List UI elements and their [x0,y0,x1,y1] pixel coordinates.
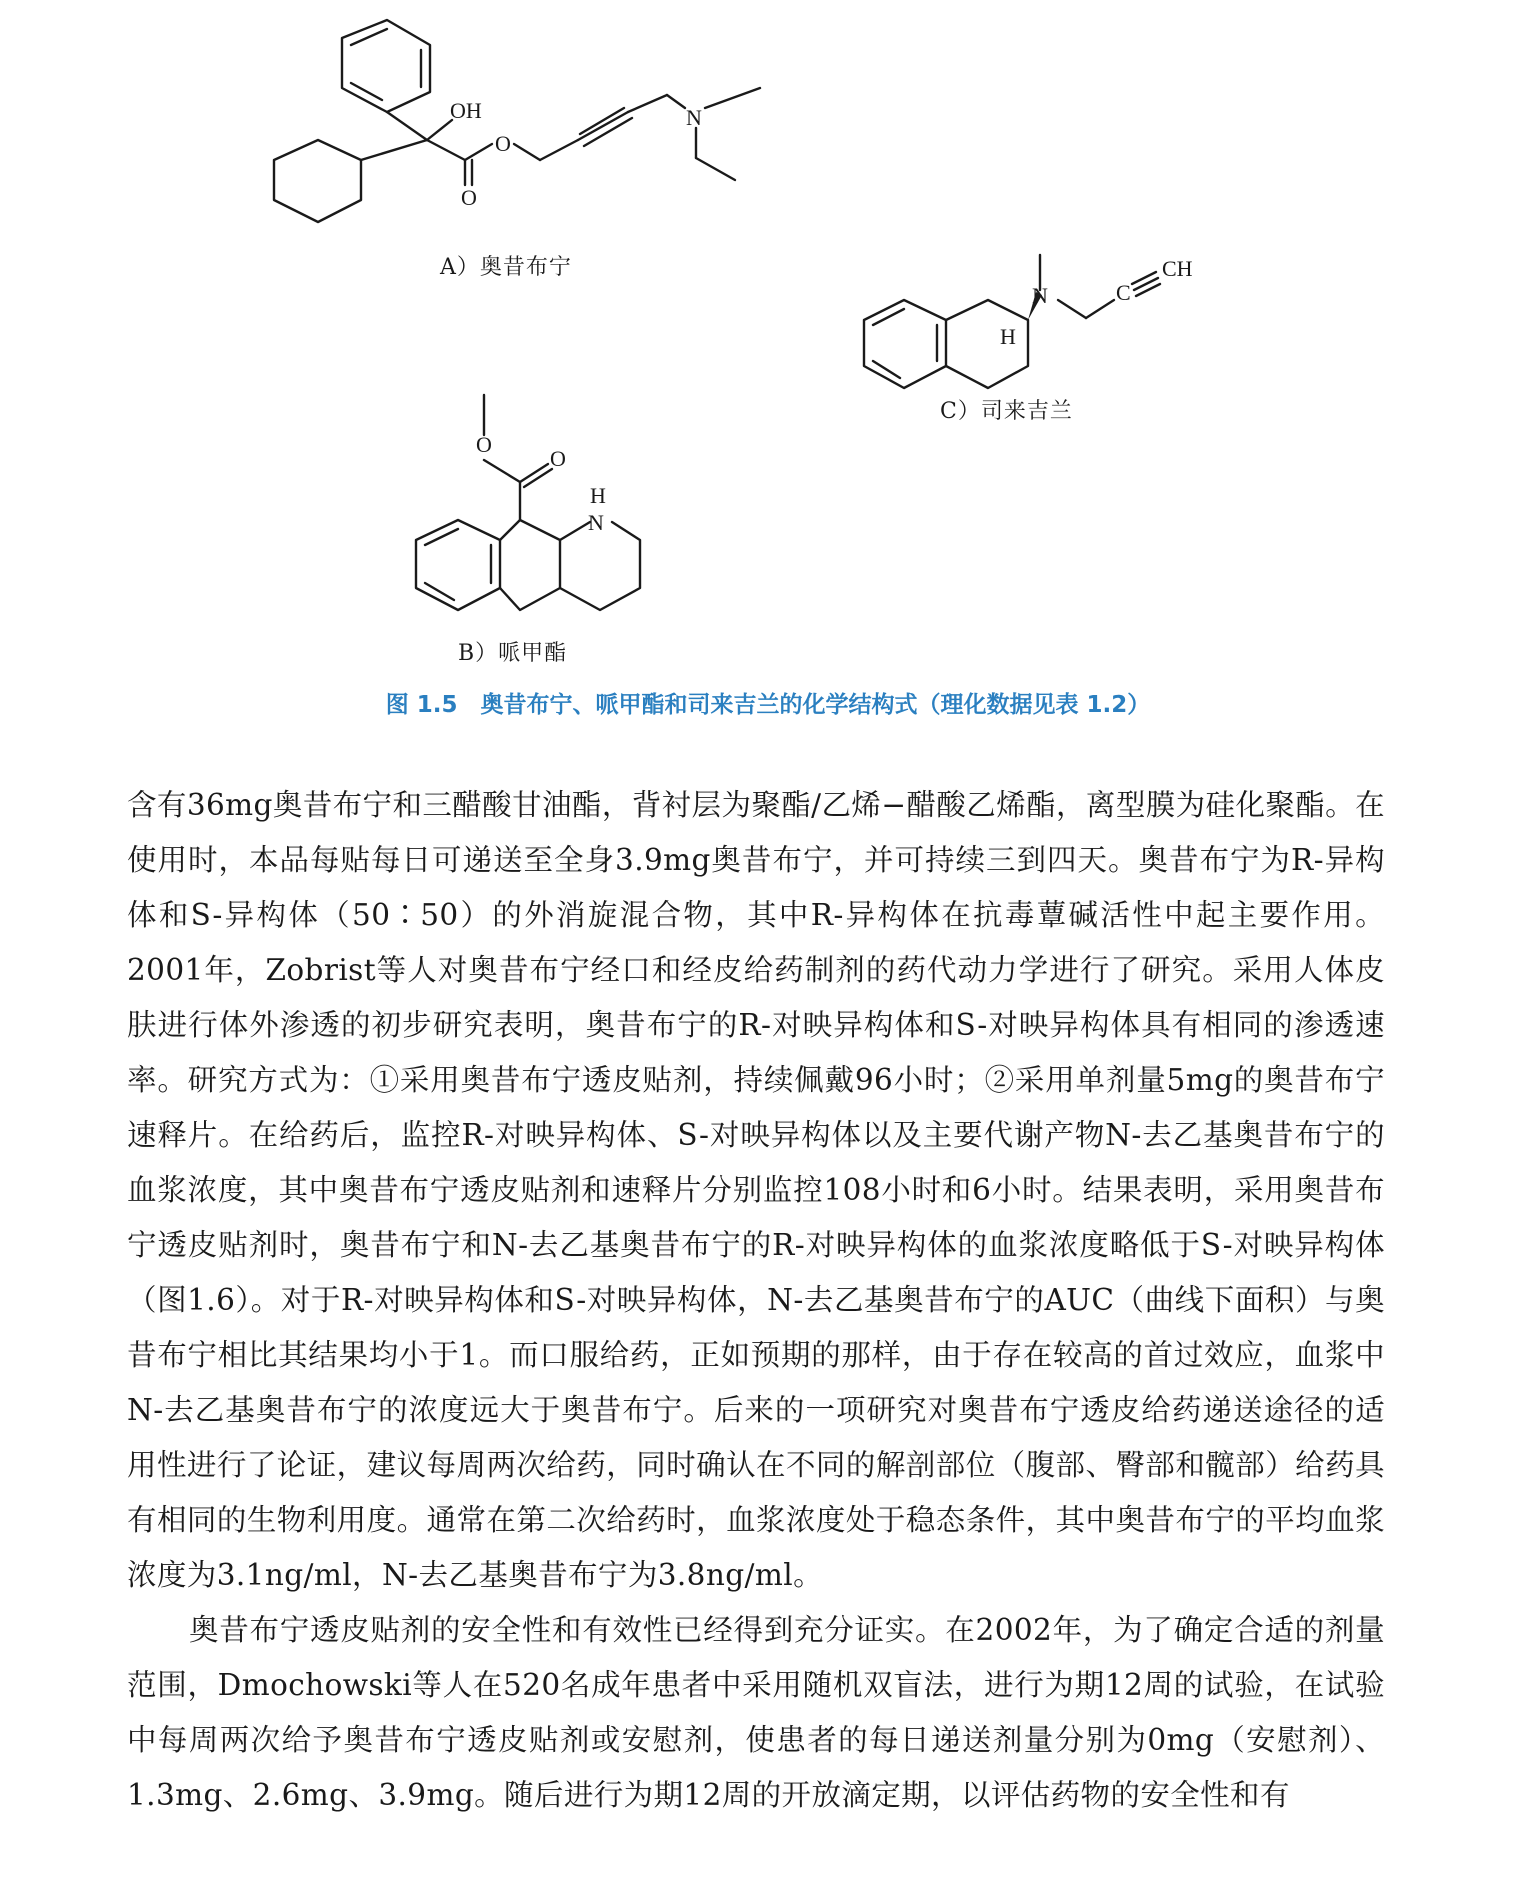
paragraph-1: 含有36mg奥昔布宁和三醋酸甘油酯，背衬层为聚酯/乙烯−醋酸乙烯酯，离型膜为硅化聚酯。在使用时，本品每贴每日可递送至全身3.9mg奥昔布宁，并可持续三到四天。奥昔布宁为R-异构体和S-异构体（50∶50）的外消旋混合物，其中R-异构体在抗毒蕈碱活性中起主要作用。2001年，Zobrist等人对奥昔布宁经口和经皮给药制剂的药代动力学进行了研究。采用人体皮肤进行体外渗透的初步研究表明，奥昔布宁的R-对映异构体和S-对映异构体具有相同的渗透速率。研究方式为：①采用奥昔布宁透皮贴剂，持续佩戴96小时；②采用单剂量5mg的奥昔布宁速释片。在给药后，监控R-对映异构体、S-对映异构体以及主要代谢产物N-去乙基奥昔布宁的血浆浓度，其中奥昔布宁透皮贴剂和速释片分别监控108小时和6小时。结果表明，采用奥昔布宁透皮贴剂时，奥昔布宁和N-去乙基奥昔布宁的R-对映异构体的血浆浓度略低于S-对映异构体（图1.6）。对于R-对映异构体和S-对映异构体，N-去乙基奥昔布宁的AUC（曲线下面积）与奥昔布宁相比其结果均小于1。而口服给药，正如预期的那样，由于存在较高的首过效应，血浆中N-去乙基奥昔布宁的浓度远大于奥昔布宁。后来的一项研究对奥昔布宁透皮给药递送途径的适用性进行了论证，建议每周两次给药，同时确认在不同的解剖部位（腹部、臀部和髋部）给药具有相同的生物利用度。通常在第二次给药时，血浆浓度处于稳态条件，其中奥昔布宁的平均血浆浓度为3.1ng/ml，N-去乙基奥昔布宁为3.8ng/ml。 [127,788,1385,1592]
figure-caption: 图 1.5 奥昔布宁、哌甲酯和司来吉兰的化学结构式（理化数据见表 1.2） [385,692,1151,718]
structure-drawings [0,0,1536,740]
chemical-structures-figure [0,0,1536,740]
nh-h-atom-label: H [590,483,606,508]
oxybutynin-structure [274,20,760,222]
methoxy-o-atom-label: O [476,432,492,457]
methylphenidate-structure [416,395,640,610]
body-text [127,778,1385,1823]
piperidine-n-atom-label: N [588,510,604,535]
alkyne-c-atom-label: C [1116,280,1131,305]
label-selegiline: C）司来吉兰 [940,399,1073,424]
label-methylphenidate: B）哌甲酯 [458,641,568,666]
carbonyl-o-atom-label: O [461,185,477,210]
alkyne-ch-atom-label: CH [1162,256,1193,281]
chiral-h-atom-label: H [1000,324,1016,349]
ester-o-atom-label: O [495,131,511,156]
label-oxybutynin: A）奥昔布宁 [440,255,572,280]
oh-atom-label: OH [450,98,482,123]
selegiline-structure [864,255,1193,388]
amine-n-atom-label: N [1032,283,1048,308]
n-atom-label: N [686,105,702,130]
carbonyl-o-atom-label-b: O [550,446,566,471]
paragraph-2: 奥昔布宁透皮贴剂的安全性和有效性已经得到充分证实。在2002年，为了确定合适的剂量范围，Dmochowski等人在520名成年患者中采用随机双盲法，进行为期12周的试验，在试验中每周两次给予奥昔布宁透皮贴剂或安慰剂，使患者的每日递送剂量分别为0mg（安慰剂）、1.3mg、2.6mg、3.9mg。随后进行为期12周的开放滴定期，以评估药物的安全性和有 [127,1613,1385,1812]
